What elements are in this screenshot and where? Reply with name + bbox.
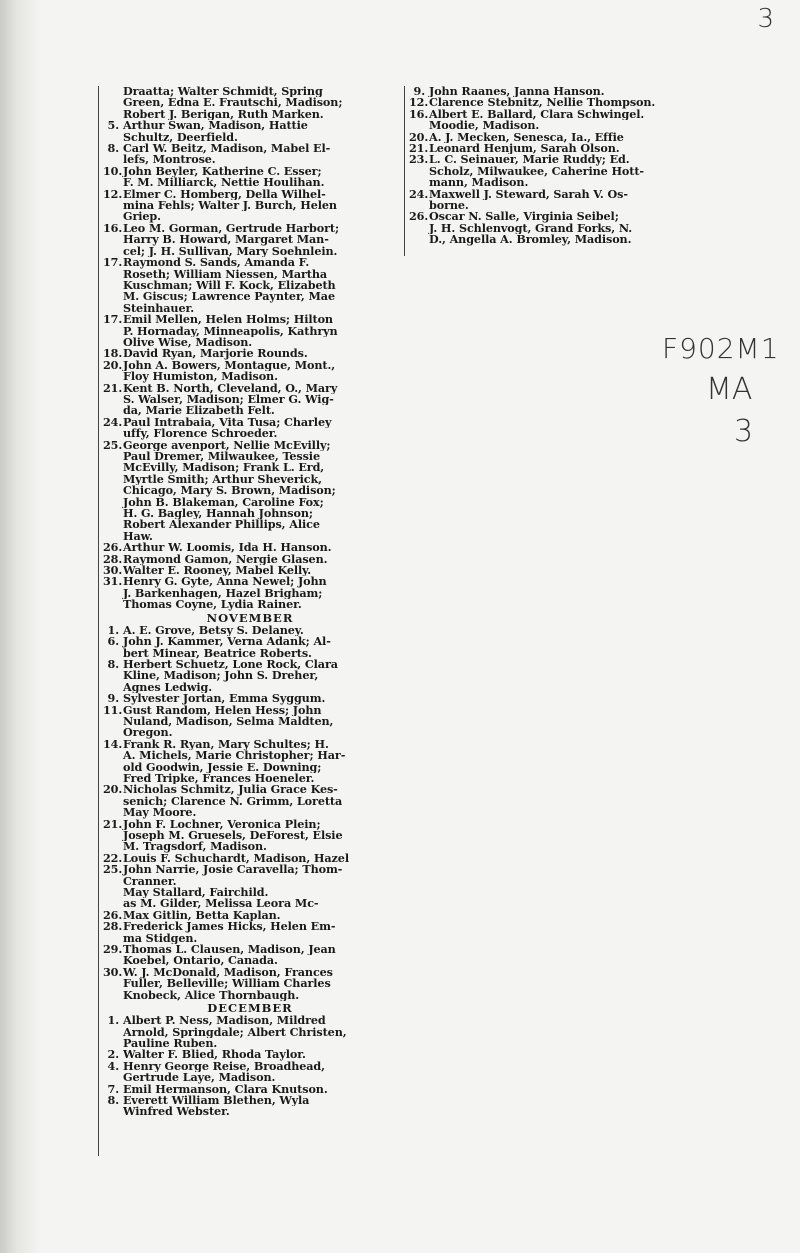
marriage-entry (103, 967, 401, 1001)
entry-line: bert Minear, Beatrice Roberts. (123, 647, 312, 659)
entry-line: Arnold, Springdale; Albert Christen, (123, 1026, 347, 1038)
marriage-entry (409, 109, 701, 132)
entry-day: 30. (103, 966, 123, 979)
entry-line: 23.L. C. Seinauer, Marie Ruddy; Ed. (409, 154, 630, 166)
entry-day: 8. (107, 658, 119, 671)
marriage-entry (103, 944, 401, 967)
entry-line: 12.Elmer C. Homberg, Della Wilhel- (103, 188, 326, 201)
entry-line: May Stallard, Fairchild. (123, 887, 269, 899)
entry-day: 25. (103, 439, 123, 451)
entry-line: cel; J. H. Sullivan, Mary Soehnlein. (123, 245, 338, 258)
handwritten-archive-code: F902M1 (662, 332, 780, 365)
marriage-entry (409, 132, 701, 143)
entry-line: 30.W. J. McDonald, Madison, Frances (103, 966, 333, 979)
marriage-entry (103, 120, 401, 143)
entry-line: 11.Gust Random, Helen Hess; John (103, 704, 322, 716)
entry-day: 2. (107, 1049, 119, 1061)
marriage-entry (103, 693, 401, 704)
entry-line: 28.Raymond Gamon, Nergie Glasen. (103, 553, 328, 566)
entry-day: 31. (103, 576, 123, 588)
entry-day: 29. (103, 944, 123, 956)
handwritten-ma: MA (706, 372, 753, 407)
marriage-entry (103, 348, 401, 359)
marriage-entry (103, 853, 401, 864)
marriage-entry (103, 383, 401, 417)
scan-page-edge (0, 0, 40, 1253)
entry-line: Kline, Madison; John S. Dreher, (123, 670, 319, 682)
entry-line: H. G. Bagley, Hannah Johnson; (123, 508, 313, 520)
entry-line: F. M. Milliarck, Nettie Houlihan. (123, 177, 325, 189)
marriage-entry (103, 440, 401, 543)
entry-line: as M. Gilder, Melissa Leora Mc- (123, 898, 319, 910)
entry-day: 18. (103, 348, 123, 360)
entry-line: 26.Oscar N. Salle, Virginia Seibel; (409, 211, 619, 223)
clipping-left-column (98, 86, 401, 1156)
entry-line: 20.Nicholas Schmitz, Julia Grace Kes- (103, 784, 338, 796)
entry-day: 10. (103, 165, 123, 178)
november-heading: NOVEMBER (206, 610, 294, 625)
entry-line: M. Tragsdorf, Madison. (123, 841, 267, 853)
marriage-entry (103, 166, 401, 189)
entry-line: May Moore. (123, 807, 197, 819)
entry-line: Gertrude Laye, Madison. (123, 1072, 276, 1084)
entry-line: Cranner. (123, 875, 177, 888)
handwritten-volume: 3 (734, 414, 754, 449)
entry-line: 22.Louis F. Schuchardt, Madison, Hazel (103, 852, 349, 865)
entry-line: J. Barkenhagen, Hazel Brigham; (123, 587, 323, 600)
entry-line: 31.Henry G. Gyte, Anna Newel; John (103, 576, 327, 588)
entry-line: 16.Albert E. Ballard, Clara Schwingel. (409, 108, 645, 121)
entry-line: Pauline Ruben. (123, 1037, 218, 1050)
marriage-entry (103, 819, 401, 853)
entry-day: 20. (103, 359, 123, 372)
entry-day: 21. (409, 143, 429, 155)
marriage-entry (103, 223, 401, 257)
entry-line: Paul Dremer, Milwaukee, Tessie (123, 451, 320, 463)
entry-line: 18.David Ryan, Marjorie Rounds. (103, 348, 308, 360)
entry-line: 29.Thomas L. Clausen, Madison, Jean (103, 944, 336, 956)
entry-line: 17.Emil Mellen, Helen Holms; Hilton (103, 314, 333, 326)
marriage-entry (103, 189, 401, 223)
marriage-entry (103, 659, 401, 693)
entry-line: Koebel, Ontario, Canada. (123, 955, 278, 967)
entry-line: borne. (429, 200, 469, 212)
entry-line: 4. Henry George Reise, Broadhead, (103, 1061, 401, 1072)
marriage-entry (103, 1084, 401, 1095)
entry-day: 12. (409, 97, 429, 109)
marriage-entry (103, 257, 401, 314)
entry-day: 1. (107, 1015, 119, 1027)
entry-line: M. Giscus; Lawrence Paynter, Mae (123, 291, 335, 303)
marriage-entry (103, 554, 401, 565)
entry-line: 6. John J. Kammer, Verna Adank; Al- (103, 636, 401, 647)
entry-line: mann, Madison. (429, 177, 529, 189)
marriage-entry (103, 360, 401, 383)
marriage-entry (103, 417, 401, 440)
marriage-entry (103, 565, 401, 576)
marriage-entry (409, 86, 701, 97)
entry-line: Scholz, Milwaukee, Caherine Hott- (429, 165, 644, 178)
entry-day: 16. (103, 222, 123, 235)
entry-line: S. Walser, Madison; Elmer G. Wig- (123, 393, 334, 406)
entry-line: 21.John F. Lochner, Veronica Plein; (103, 818, 321, 830)
entry-day: 8. (107, 1094, 119, 1107)
entry-line: 1. A. E. Grove, Betsy S. Delaney. (103, 625, 401, 636)
marriage-entry (103, 784, 401, 818)
entry-line: Kuschman; Will F. Kock, Elizabeth (123, 279, 336, 292)
entry-line: 8. Carl W. Beitz, Madison, Mabel El- (103, 143, 401, 154)
entry-line: 21.Leonard Henjum, Sarah Olson. (409, 143, 620, 155)
marriage-entry (103, 1049, 401, 1060)
entry-line: 8. Everett William Blethen, Wyla (103, 1095, 401, 1106)
entry-line: ma Stidgen. (123, 932, 198, 945)
marriage-entry (103, 705, 401, 739)
entry-line: 20.A. J. Mecken, Senesca, Ia., Effie (409, 131, 624, 144)
entry-day: 17. (103, 314, 123, 326)
entry-line: Myrtle Smith; Arthur Sheverick, (123, 473, 322, 486)
marriage-entry (103, 143, 401, 166)
entry-day: 20. (103, 784, 123, 796)
december-continued-entries (405, 86, 701, 246)
entry-day: 26. (103, 909, 123, 922)
entry-line: 12.Clarence Stebnitz, Nellie Thompson. (409, 97, 656, 109)
marriage-entry (103, 636, 401, 659)
entry-line: 1. Albert P. Ness, Madison, Mildred (103, 1015, 401, 1026)
entry-day: 14. (103, 738, 123, 751)
entry-line: Robert J. Berigan, Ruth Marken. (123, 108, 324, 121)
entry-line: 25.John Narrie, Josie Caravella; Thom- (103, 864, 343, 876)
entry-line: lefs, Montrose. (123, 154, 216, 166)
marriage-entry (103, 314, 401, 348)
entry-day: 21. (103, 382, 123, 394)
entry-line: Schultz, Deerfield. (123, 131, 238, 144)
entry-day: 23. (409, 154, 429, 166)
entry-line: 21.Kent B. North, Cleveland, O., Mary (103, 382, 338, 394)
entry-day: 17. (103, 257, 123, 269)
entry-line: D., Angella A. Bromley, Madison. (429, 234, 632, 246)
entry-line: 8. Herbert Schuetz, Lone Rock, Clara (103, 659, 401, 670)
marriage-entry (409, 143, 701, 154)
entry-line: 17.Raymond S. Sands, Amanda F. (103, 257, 310, 269)
entry-line: 28.Frederick James Hicks, Helen Em- (103, 921, 336, 933)
clipping-right-column (404, 86, 701, 256)
entry-line: Fuller, Belleville; William Charles (123, 978, 331, 990)
marriage-entry (103, 864, 401, 910)
entry-line: 26.Max Gitlin, Betta Kaplan. (103, 909, 281, 922)
marriage-entry (409, 97, 701, 108)
entry-day: 21. (103, 818, 123, 830)
entry-line: Green, Edna E. Frautschi, Madison; (123, 97, 343, 109)
marriage-entry (103, 739, 401, 785)
entry-line: Steinhauer. (123, 302, 195, 315)
entry-line: 5. Arthur Swan, Madison, Hattie (103, 120, 401, 131)
entry-line: Floy Humiston, Madison. (123, 371, 278, 383)
entry-line: Nuland, Madison, Selma Maldten, (123, 715, 334, 728)
entry-day: 6. (107, 636, 119, 648)
entry-day: 8. (107, 143, 119, 155)
entry-day: 20. (409, 131, 429, 144)
entry-line: 14.Frank R. Ryan, Mary Schultes; H. (103, 738, 329, 751)
entry-line: 16.Leo M. Gorman, Gertrude Harbort; (103, 222, 340, 235)
entry-day: 25. (103, 864, 123, 876)
entry-day: 30. (103, 565, 123, 577)
entry-line: Winfred Webster. (123, 1106, 230, 1118)
entry-line: Oregon. (123, 727, 173, 739)
entry-line: Roseth; William Niessen, Martha (123, 268, 328, 280)
entry-day: 9. (107, 693, 119, 705)
entry-line: Robert Alexander Phillips, Alice (123, 519, 320, 531)
entry-line: 9. Sylvester Jortan, Emma Syggum. (103, 693, 401, 704)
handwritten-page-number: 3 (757, 4, 774, 34)
marriage-entry (103, 542, 401, 553)
december-entries (99, 1015, 401, 1118)
entry-line: Knobeck, Alice Thornbaugh. (123, 989, 300, 1002)
november-entries (99, 625, 401, 1001)
entry-line: McEvilly, Madison; Frank L. Erd, (123, 462, 325, 474)
entry-day: 26. (103, 542, 123, 554)
entry-day: 24. (103, 416, 123, 429)
entry-line: da, Marie Elizabeth Felt. (123, 405, 275, 417)
marriage-entry (103, 910, 401, 921)
entry-day: 16. (409, 108, 429, 121)
entry-day: 5. (107, 120, 119, 132)
entry-line: 7. Emil Hermanson, Clara Knutson. (103, 1084, 401, 1095)
entry-line: Thomas Coyne, Lydia Rainer. (123, 599, 302, 611)
entry-line: J. H. Schlenvogt, Grand Forks, N. (429, 222, 633, 235)
entry-day: 28. (103, 553, 123, 566)
entry-day: 1. (107, 624, 119, 637)
entry-line: 30.Walter E. Rooney, Mabel Kelly. (103, 565, 312, 577)
entry-day: 24. (409, 188, 429, 201)
entry-day: 11. (103, 704, 123, 716)
entry-line: 2. Walter F. Blied, Rhoda Taylor. (103, 1049, 401, 1060)
entry-line: 25.George avenport, Nellie McEvilly; (103, 439, 331, 451)
marriage-entry (409, 154, 701, 188)
marriage-entry (103, 1015, 401, 1049)
entry-day: 22. (103, 852, 123, 865)
entry-day: 26. (409, 211, 429, 223)
entry-line: Agnes Ledwig. (123, 681, 213, 694)
entry-line: A. Michels, Marie Christopher; Har- (123, 750, 346, 762)
december-heading: DECEMBER (207, 1001, 293, 1016)
marriage-entry (103, 1095, 401, 1118)
entry-line: 26.Arthur W. Loomis, Ida H. Hanson. (103, 542, 332, 554)
entry-line: P. Hornaday, Minneapolis, Kathryn (123, 325, 338, 337)
marriage-entry (103, 576, 401, 610)
entry-line: 20.John A. Bowers, Montague, Mont., (103, 359, 336, 372)
entry-line: old Goodwin, Jessie E. Downing; (123, 761, 322, 773)
entry-line: 9. John Raanes, Janna Hanson. (409, 86, 701, 97)
entry-line: Chicago, Mary S. Brown, Madison; (123, 485, 336, 497)
entry-day: 9. (413, 86, 425, 98)
entry-line: 24.Paul Intrabaia, Vita Tusa; Charley (103, 416, 332, 429)
marriage-entry (103, 1061, 401, 1084)
entry-line: senich; Clarence N. Grimm, Loretta (123, 795, 343, 808)
marriage-entry (409, 189, 701, 212)
entry-day: 4. (107, 1060, 119, 1073)
entry-line: Draatta; Walter Schmidt, Spring (123, 86, 323, 98)
entry-line: Haw. (123, 530, 153, 543)
marriage-entry (409, 211, 701, 245)
entry-line: 24.Maxwell J. Steward, Sarah V. Os- (409, 188, 628, 201)
entry-line: John B. Blakeman, Caroline Fox; (123, 496, 324, 509)
entry-line: Olive Wise, Madison. (123, 336, 253, 349)
entry-line: Joseph M. Gruesels, DeForest, Elsie (123, 830, 343, 842)
entry-day: 12. (103, 188, 123, 201)
entry-line: 10.John Beyler, Katherine C. Esser; (103, 165, 322, 178)
entry-day: 7. (107, 1083, 119, 1095)
marriage-entry (103, 625, 401, 636)
entry-line: Moodie, Madison. (429, 120, 540, 132)
entry-line: Griep. (123, 211, 161, 223)
entry-line: Harry B. Howard, Margaret Man- (123, 234, 329, 246)
october-entries (99, 86, 401, 611)
entry-line: Fred Tripke, Frances Hoeneler. (123, 772, 315, 785)
marriage-entry (103, 921, 401, 944)
entry-line: mina Fehls; Walter J. Burch, Helen (123, 200, 337, 212)
entry-day: 28. (103, 921, 123, 933)
marriage-entry (103, 86, 401, 120)
entry-line: uffy, Florence Schroeder. (123, 428, 278, 440)
